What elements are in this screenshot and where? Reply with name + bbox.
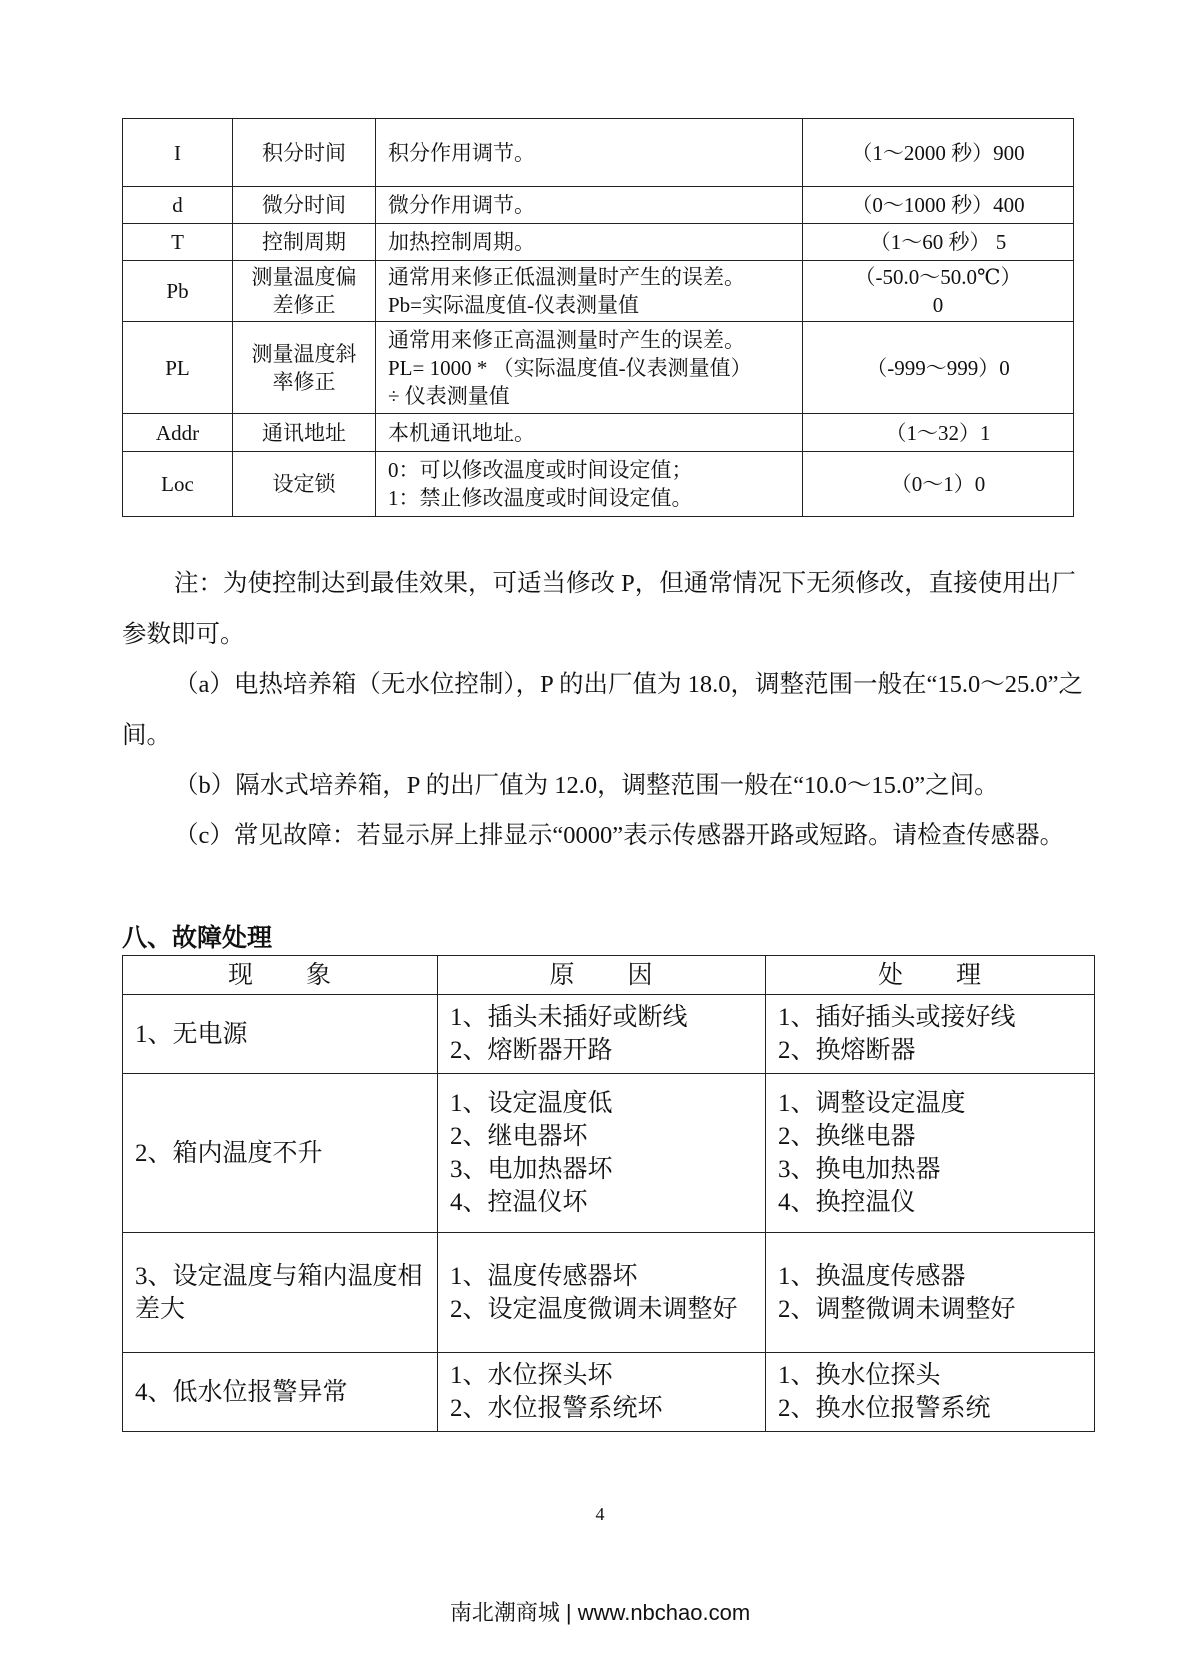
note-paragraph: 注：为使控制达到最佳效果，可适当修改 P，但通常情况下无须修改，直接使用出厂参数即可。 [122, 570, 1076, 648]
param-range: （1～60 秒） 5 [803, 224, 1074, 261]
param-row [123, 322, 1074, 414]
param-range: （1～32）1 [803, 414, 1074, 452]
fault-row [123, 1233, 1095, 1353]
header-fix: 处 理 [766, 956, 1095, 995]
param-code: PL [123, 322, 233, 414]
fault-symptom: 2、箱内温度不升 [123, 1074, 438, 1233]
footer-watermark: 南北潮商城 | www.nbchao.com [449, 1600, 751, 1625]
header-cause: 原 因 [438, 956, 766, 995]
fault-row [123, 995, 1095, 1074]
param-range: （0～1）0 [803, 452, 1074, 517]
page-number: 4 [595, 1504, 605, 1524]
header-symptom: 现 象 [123, 956, 438, 995]
param-desc: 通常用来修正低温测量时产生的误差。 Pb=实际温度值-仪表测量值 [376, 261, 803, 322]
fault-cause: 1、水位探头坏 2、水位报警系统坏 [438, 1353, 766, 1432]
param-range: （-50.0～50.0℃） 0 [803, 261, 1074, 322]
fault-fix: 1、换水位探头 2、换水位报警系统 [766, 1353, 1095, 1432]
param-desc: 加热控制周期。 [376, 224, 803, 261]
fault-row [123, 1353, 1095, 1432]
param-code: T [123, 224, 233, 261]
param-row [123, 452, 1074, 517]
param-row [123, 187, 1074, 224]
param-row [123, 414, 1074, 452]
section-title: 八、故障处理 [122, 925, 273, 952]
param-row [123, 224, 1074, 261]
param-range: （1～2000 秒）900 [803, 119, 1074, 187]
param-desc: 本机通讯地址。 [376, 414, 803, 452]
param-desc: 通常用来修正高温测量时产生的误差。 PL= 1000 * （实际温度值-仪表测量值） ÷ 仪表测量值 [376, 322, 803, 414]
fault-table [122, 955, 1095, 1432]
note-a: （a）电热培养箱（无水位控制），P 的出厂值为 18.0，调整范围一般在“15.0～25.0”之间。 [122, 671, 1083, 749]
param-range: （-999～999）0 [803, 322, 1074, 414]
fault-row [123, 1074, 1095, 1233]
fault-fix: 1、调整设定温度 2、换继电器 3、换电加热器 4、换控温仪 [766, 1074, 1095, 1233]
note-c: （c）常见故障：若显示屏上排显示“0000”表示传感器开路或短路。请检查传感器。 [174, 822, 1065, 849]
param-code: d [123, 187, 233, 224]
fault-fix: 1、换温度传感器 2、调整微调未调整好 [766, 1233, 1095, 1353]
param-name: 测量温度斜 率修正 [233, 322, 376, 414]
fault-table-header [123, 956, 1095, 995]
param-code: I [123, 119, 233, 187]
fault-fix: 1、插好插头或接好线 2、换熔断器 [766, 995, 1095, 1074]
fault-symptom: 3、设定温度与箱内温度相差大 [123, 1233, 438, 1353]
param-desc: 0：可以修改温度或时间设定值； 1：禁止修改温度或时间设定值。 [376, 452, 803, 517]
fault-cause: 1、插头未插好或断线 2、熔断器开路 [438, 995, 766, 1074]
param-range: （0～1000 秒）400 [803, 187, 1074, 224]
param-desc: 积分作用调节。 [376, 119, 803, 187]
param-row [123, 261, 1074, 322]
note-b: （b）隔水式培养箱，P 的出厂值为 12.0，调整范围一般在“10.0～15.0”之间。 [174, 772, 999, 799]
param-name: 设定锁 [233, 452, 376, 517]
param-name: 微分时间 [233, 187, 376, 224]
param-code: Pb [123, 261, 233, 322]
param-code: Addr [123, 414, 233, 452]
fault-cause: 1、温度传感器坏 2、设定温度微调未调整好 [438, 1233, 766, 1353]
parameter-table [122, 118, 1074, 517]
param-row [123, 119, 1074, 187]
param-desc: 微分作用调节。 [376, 187, 803, 224]
param-name: 积分时间 [233, 119, 376, 187]
param-code: Loc [123, 452, 233, 517]
param-name: 测量温度偏 差修正 [233, 261, 376, 322]
fault-symptom: 4、低水位报警异常 [123, 1353, 438, 1432]
param-name: 控制周期 [233, 224, 376, 261]
param-name: 通讯地址 [233, 414, 376, 452]
fault-cause: 1、设定温度低 2、继电器坏 3、电加热器坏 4、控温仪坏 [438, 1074, 766, 1233]
fault-symptom: 1、无电源 [123, 995, 438, 1074]
